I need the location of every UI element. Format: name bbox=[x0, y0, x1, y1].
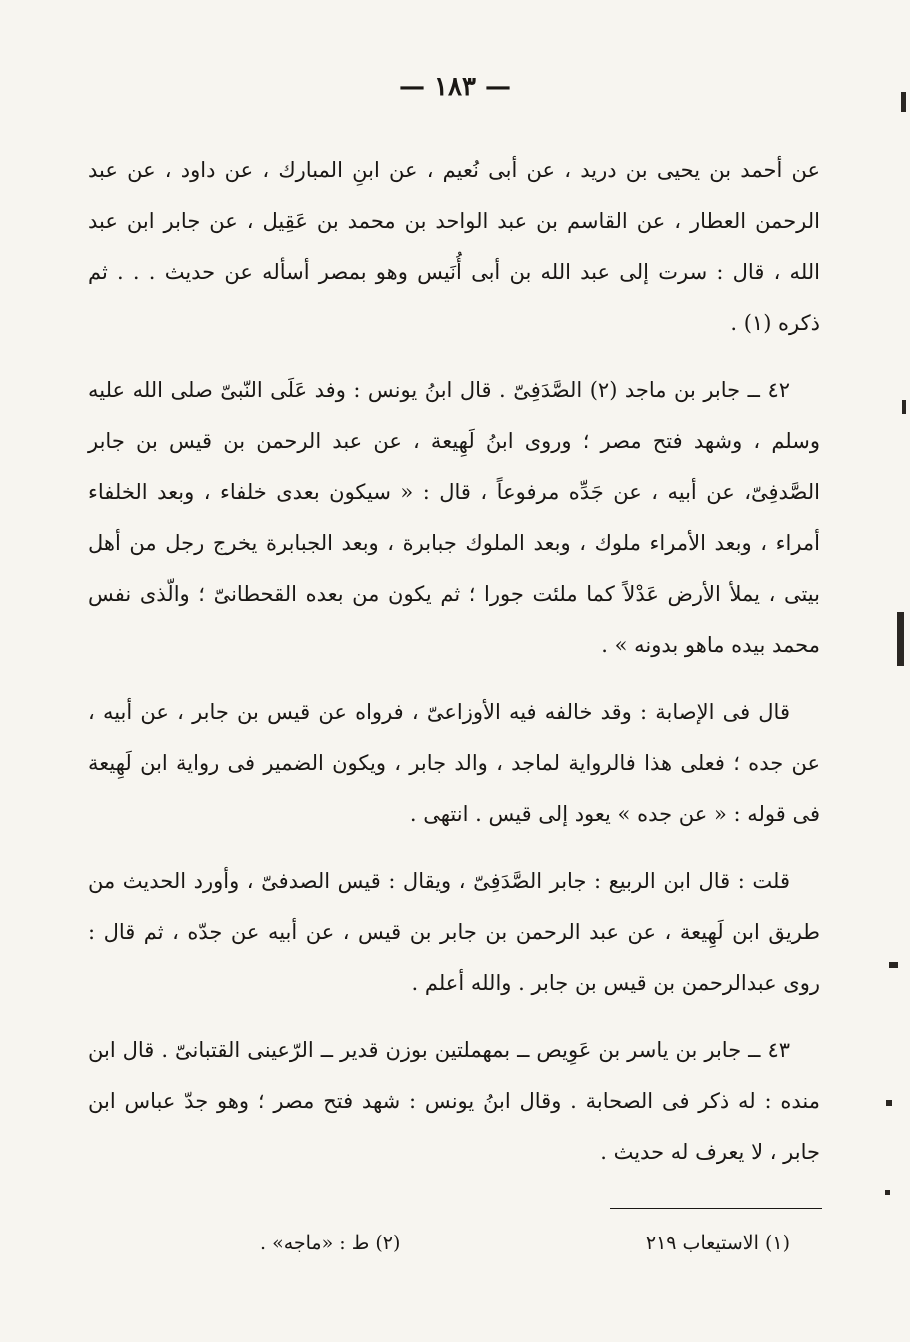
footnotes bbox=[260, 1232, 790, 1254]
page-number: — ١٨٣ — bbox=[398, 72, 512, 102]
footnote-1: (١) الاستيعاب ٢١٩ bbox=[645, 1232, 790, 1254]
scan-edge-mark bbox=[902, 400, 906, 414]
main-text bbox=[88, 145, 820, 1194]
footnote-2: (٢) ط : «ماجه» . bbox=[260, 1232, 401, 1254]
paragraph-isnad: عن أحمد بن يحيى بن دريد ، عن أبى نُعيم ، عن ابنِ المبارك ، عن داود ، عن عبد الرحمن العطار ، عن القاسم بن عبد الواحد بن محمد بن عَقِيل ، عن جابر ابن عبد الله ، قال : سرت إلى عبد الله بن أبى أُنَيس وهو بمصر أسأله عن حديث . . . ثم ذكره (١) . bbox=[88, 158, 821, 335]
scan-edge-mark bbox=[901, 92, 906, 112]
paragraph-author-note: قلت : قال ابن الربيع : جابر الصَّدَفِىّ ، ويقال : قيس الصدفىّ ، وأورد الحديث من طريق ابن لَهِيعة ، عن عبد الرحمن بن جابر بن قيس ، عن أبيه عن جدّه ، ثم قال : روى عبدالرحمن بن قيس بن جابر . والله أعلم . bbox=[88, 869, 820, 995]
scan-edge-mark bbox=[897, 612, 904, 666]
paragraph-entry-42: ٤٢ ــ جابر بن ماجد (٢) الصَّدَفِىّ . قال ابنُ يونس : وفد عَلَى النّبىّ صلى الله عليه وسلم ، وشهد فتح مصر ؛ وروى ابنُ لَهِيعة ، عن عبد الرحمن بن قيس بن جابر الصَّدفِىّ، عن أبيه ، عن جَدِّه مرفوعاً ، قال : « سيكون بعدى خلفاء ، وبعد الخلفاء أمراء ، وبعد الأمراء ملوك ، وبعد الملوك جبابرة ، وبعد الجبابرة يخرج رجل من أهل بيتى ، يملأ الأرض عَدْلاً كما ملئت جورا ؛ ثم يكون من بعده القحطانىّ ؛ والّذى نفس محمد بيده ماهو بدونه » . bbox=[88, 378, 820, 657]
footnote-separator bbox=[610, 1208, 822, 1209]
scan-edge-mark bbox=[889, 962, 898, 968]
scan-edge-mark bbox=[885, 1190, 890, 1195]
paragraph-isaba-quote: قال فى الإصابة : وقد خالفه فيه الأوزاعىّ ، فرواه عن قيس بن جابر ، عن أبيه ، عن جده ؛ فعلى هذا فالرواية لماجد ، والد جابر ، ويكون الضمير فى رواية ابن لَهِيعة فى قوله : « عن جده » يعود إلى قيس . انتهى . bbox=[88, 700, 820, 826]
scan-edge-mark bbox=[886, 1100, 892, 1106]
paragraph-entry-43: ٤٣ ــ جابر بن ياسر بن عَوِيص ــ بمهملتين بوزن قدير ــ الرّعينى القتبانىّ . قال ابن منده : له ذكر فى الصحابة . وقال ابنُ يونس : شهد فتح مصر ؛ وهو جدّ عباس ابن جابر ، لا يعرف له حديث . bbox=[88, 1038, 820, 1164]
